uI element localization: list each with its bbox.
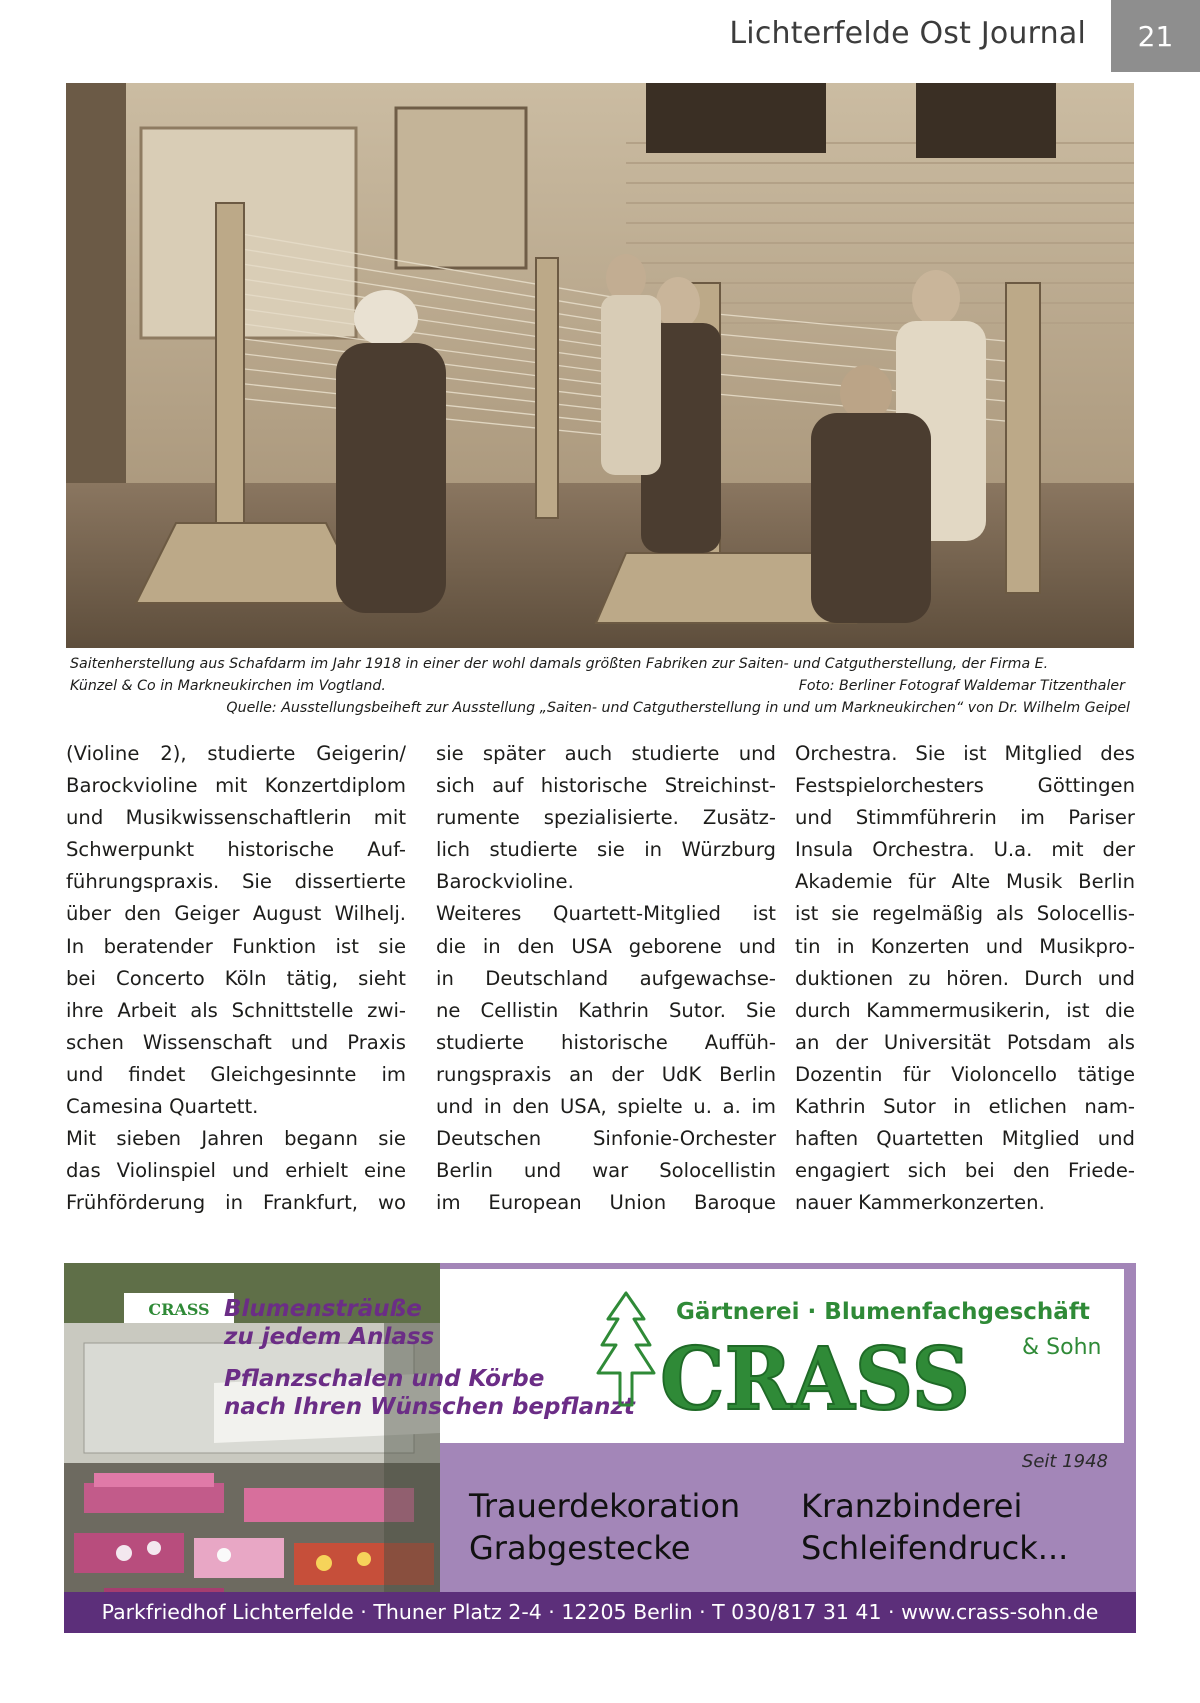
text-line: Berlin und war Solocellistin xyxy=(436,1159,776,1183)
service-ribbon-printing: Schleifendruck... xyxy=(801,1529,1069,1567)
text-line: an der Universität Potsdam als xyxy=(795,1030,1135,1054)
text-line: (Violine 2), studierte Geigerin/ xyxy=(66,742,406,765)
text-line: Weiteres Quartett-Mitglied ist xyxy=(436,902,776,926)
text-line: im European Union Baroque xyxy=(436,1191,776,1215)
page-number: 21 xyxy=(1111,0,1200,72)
since-year: Seit 1948 xyxy=(1021,1451,1108,1472)
text-line: in Deutschland aufgewachse- xyxy=(436,966,776,990)
crass-advertisement xyxy=(64,1263,1136,1621)
text-line: rungspraxis an der UdK Berlin xyxy=(436,1062,776,1086)
text-line: Akademie für Alte Musik Berlin xyxy=(795,870,1135,894)
text-line: Festspielorchesters Göttingen xyxy=(795,774,1135,798)
text-line: Deutschen Sinfonie-Orchester xyxy=(436,1127,776,1151)
fir-tree-icon xyxy=(594,1289,658,1409)
text-line: das Violinspiel und erhielt eine xyxy=(66,1159,406,1183)
text-line: Insula Orchestra. U.a. mit der xyxy=(795,838,1135,862)
text-line: Mit sieben Jahren begann sie xyxy=(66,1127,406,1151)
text-line: führungspraxis. Sie dissertierte xyxy=(66,870,406,894)
text-line: und Stimmführerin im Pariser xyxy=(795,806,1135,830)
text-line: nauer Kammerkonzerten. xyxy=(795,1191,1045,1215)
text-line: Barockvioline. xyxy=(436,870,574,894)
text-line: rumente spezialisierte. Zusätz- xyxy=(436,806,776,830)
company-suffix: & Sohn xyxy=(1022,1335,1102,1360)
ad-slogans xyxy=(224,1295,635,1421)
text-line: und Musikwissenschaftlerin mit xyxy=(66,806,406,830)
company-line: Gärtnerei · Blumenfachgeschäft xyxy=(676,1299,1090,1325)
slogan-occasion: zu jedem Anlass xyxy=(224,1324,435,1350)
text-line: durch Kammermusikerin, ist die xyxy=(795,998,1135,1022)
text-line: ne Cellistin Kathrin Sutor. Sie xyxy=(436,998,776,1022)
caption-location: Künzel & Co in Markneukirchen im Vogtland. xyxy=(70,678,386,694)
text-line: tin in Konzerten und Musikpro- xyxy=(795,934,1135,958)
service-wreath-binding: Kranzbinderei xyxy=(801,1487,1023,1525)
text-line: Frühförderung in Frankfurt, wo xyxy=(66,1191,406,1215)
text-line: duktionen zu hören. Durch und xyxy=(795,966,1135,990)
brand-name: CRASS xyxy=(660,1335,970,1419)
text-line: Dozentin für Violoncello tätige xyxy=(795,1062,1135,1086)
article-column-3 xyxy=(795,738,1135,1219)
ad-contact-bar: Parkfriedhof Lichterfelde · Thuner Platz 2-4 · 12205 Berlin · T 030/817 31 41 · www.crass-sohn.de xyxy=(64,1592,1136,1633)
text-line: haften Quartetten Mitglied und xyxy=(795,1127,1135,1151)
caption-line-2 xyxy=(70,675,1125,697)
text-line: lich studierte sie in Würzburg xyxy=(436,838,776,862)
historic-photo xyxy=(66,83,1134,648)
caption-source: Quelle: Ausstellungsbeiheft zur Ausstellung „Saiten- und Catgutherstellung in und um Markneukirchen“ von Dr. Wilhelm Geipel xyxy=(226,700,1130,716)
text-line: bei Concerto Köln tätig, sieht xyxy=(66,966,406,990)
text-line: In beratender Funktion ist sie xyxy=(66,934,406,958)
slogan-planters: Pflanzschalen und Körbe xyxy=(224,1366,545,1392)
text-line: und in den USA, spielte u. a. im xyxy=(436,1095,776,1119)
text-line: Kathrin Sutor in etlichen nam- xyxy=(795,1095,1135,1119)
text-line: Schwerpunkt historische Auf- xyxy=(66,838,406,862)
text-line: über den Geiger August Wilhelj. xyxy=(66,902,406,926)
caption-photo-credit: Foto: Berliner Fotograf Waldemar Titzenthaler xyxy=(798,678,1125,694)
text-line: ist sie regelmäßig als Solocellis- xyxy=(795,902,1135,926)
article-column-2 xyxy=(436,738,776,1219)
services-left xyxy=(469,1485,740,1569)
historic-photo-illustration xyxy=(66,83,1134,648)
text-line: engagiert sich bei den Friede- xyxy=(795,1159,1135,1183)
text-line: studierte historische Auffüh- xyxy=(436,1030,776,1054)
slogan-custom: nach Ihren Wünschen bepflanzt xyxy=(224,1394,635,1420)
text-line: Barockvioline mit Konzertdiplom xyxy=(66,774,406,798)
services-right xyxy=(801,1485,1068,1569)
text-line: ihre Arbeit als Schnittstelle zwi- xyxy=(66,998,406,1022)
photo-caption xyxy=(70,653,1130,719)
service-funeral-decoration: Trauerdekoration xyxy=(469,1487,741,1525)
slogan-bouquets: Blumensträuße xyxy=(224,1296,422,1322)
text-line: sich auf historische Streichinst- xyxy=(436,774,776,798)
storefront-sign: CRASS xyxy=(148,1300,210,1319)
article-column-1 xyxy=(66,738,406,1219)
journal-title: Lichterfelde Ost Journal xyxy=(729,16,1086,51)
text-line: die in den USA geborene und xyxy=(436,934,776,958)
caption-line-1: Saitenherstellung aus Schafdarm im Jahr 1918 in einer der wohl damals größten Fabriken zur Saiten- und Catgutherstellung, der Firma E. xyxy=(70,656,1049,672)
service-grave-arrangements: Grabgestecke xyxy=(469,1529,691,1567)
text-line: schen Wissenschaft und Praxis xyxy=(66,1030,406,1054)
crass-logo xyxy=(658,1335,972,1419)
text-line: Orchestra. Sie ist Mitglied des xyxy=(795,742,1135,765)
text-line: Camesina Quartett. xyxy=(66,1095,259,1119)
text-line: sie später auch studierte und xyxy=(436,742,776,765)
text-line: und findet Gleichgesinnte im xyxy=(66,1062,406,1086)
